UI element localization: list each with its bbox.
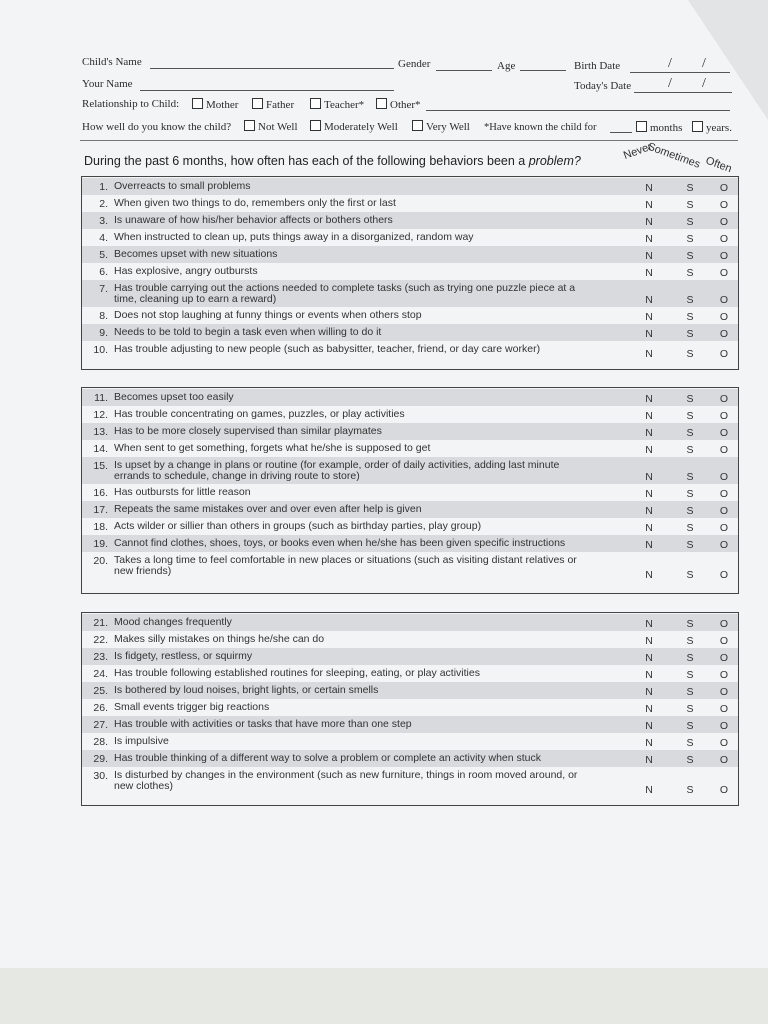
item-text: Has trouble with activities or tasks that have more than one step (114, 718, 412, 730)
response-often-option[interactable]: O (719, 539, 729, 551)
checkbox-icon[interactable] (692, 121, 703, 132)
response-often-option[interactable]: O (719, 522, 729, 534)
father-label: Father (266, 99, 295, 111)
date-slash: / (702, 76, 706, 91)
item-number: 1. (99, 181, 108, 193)
item-row (82, 457, 738, 484)
item-number: 25. (93, 685, 108, 697)
item-number: 9. (99, 327, 108, 339)
item-number: 28. (93, 736, 108, 748)
response-never-option[interactable]: N (645, 294, 653, 306)
item-number: 7. (99, 283, 108, 295)
item-text: Has trouble thinking of a different way to solve a problem or complete an activity when stuck (114, 752, 542, 764)
response-sometimes-option[interactable]: S (686, 618, 694, 630)
relationship-father-option[interactable] (252, 98, 294, 111)
item-text: Is unaware of how his/her behavior affects or bothers others (114, 214, 393, 226)
item-row (82, 423, 738, 440)
item-row (82, 614, 738, 631)
response-never-option[interactable]: N (645, 393, 653, 405)
date-slash: / (702, 56, 706, 71)
response-sometimes-option[interactable]: S (686, 199, 694, 211)
item-row (82, 406, 738, 423)
age-label: Age (497, 60, 516, 72)
relationship-mother-option[interactable] (192, 98, 238, 111)
response-never-option[interactable]: N (645, 311, 653, 323)
item-number: 14. (93, 443, 108, 455)
response-often-option[interactable]: O (719, 444, 729, 456)
response-sometimes-option[interactable]: S (686, 233, 694, 245)
item-text: Small events trigger big reactions (114, 701, 270, 713)
response-often-option[interactable]: O (719, 216, 729, 228)
checkbox-icon[interactable] (412, 120, 423, 131)
item-number: 20. (93, 555, 108, 567)
response-never-option[interactable]: N (645, 328, 653, 340)
years-option[interactable] (692, 121, 732, 134)
response-sometimes-option[interactable]: S (686, 539, 694, 551)
response-never-option[interactable]: N (645, 720, 653, 732)
date-slash: / (668, 56, 672, 71)
response-sometimes-option[interactable]: S (686, 635, 694, 647)
response-never-option[interactable]: N (645, 250, 653, 262)
other-label: Other* (390, 99, 421, 111)
response-often-option[interactable]: O (719, 737, 729, 749)
item-row (82, 324, 738, 341)
teacher-label: Teacher* (324, 99, 365, 111)
checkbox-icon[interactable] (636, 121, 647, 132)
response-often-option[interactable]: O (719, 294, 729, 306)
response-never-option[interactable]: N (645, 618, 653, 630)
items-section-2 (81, 387, 739, 594)
item-number: 10. (93, 344, 108, 356)
response-never-option[interactable]: N (645, 505, 653, 517)
response-sometimes-option[interactable]: S (686, 754, 694, 766)
item-text: When instructed to clean up, puts things away in a disorganized, random way (114, 231, 474, 243)
other-field[interactable] (426, 110, 730, 111)
response-often-option[interactable]: O (719, 635, 729, 647)
childs-name-label: Child's Name (82, 56, 142, 68)
response-often-option[interactable]: O (719, 267, 729, 279)
moderately-well-label: Moderately Well (324, 121, 398, 133)
item-text: Is bothered by loud noises, bright lights, or certain smells (114, 684, 379, 696)
response-often-option[interactable]: O (719, 652, 729, 664)
items-section-3 (81, 612, 739, 806)
response-sometimes-option[interactable]: S (686, 686, 694, 698)
item-row (82, 733, 738, 750)
item-row (82, 552, 738, 582)
response-never-option[interactable]: N (645, 488, 653, 500)
item-text: Has trouble concentrating on games, puzzles, or play activities (114, 408, 405, 420)
response-sometimes-option[interactable]: S (686, 444, 694, 456)
response-often-option[interactable]: O (719, 250, 729, 262)
response-never-option[interactable]: N (645, 471, 653, 483)
response-sometimes-option[interactable]: S (686, 393, 694, 405)
response-often-option[interactable]: O (719, 427, 729, 439)
item-text: Is upset by a change in plans or routine (for example, order of daily activities, adding last minute errands to schedule, change in driving route to store) (114, 459, 560, 482)
response-sometimes-option[interactable]: S (686, 328, 694, 340)
response-sometimes-option[interactable]: S (686, 720, 694, 732)
item-row (82, 195, 738, 212)
item-text: Is disturbed by changes in the environment (such as new furniture, things in room moved around, or new clothes) (114, 769, 578, 792)
known-for-field[interactable] (610, 132, 632, 133)
response-often-option[interactable]: O (719, 686, 729, 698)
response-often-option[interactable]: O (719, 348, 729, 360)
response-often-option[interactable]: O (719, 669, 729, 681)
item-number: 12. (93, 409, 108, 421)
response-often-option[interactable]: O (719, 199, 729, 211)
item-number: 26. (93, 702, 108, 714)
months-label: months (650, 122, 683, 134)
relationship-teacher-option[interactable] (310, 98, 364, 111)
response-sometimes-option[interactable]: S (686, 267, 694, 279)
item-text: Has trouble carrying out the actions needed to complete tasks (such as trying one puzzle piece at a time, cleaning up to earn a reward) (114, 282, 576, 305)
scanner-bed (0, 968, 768, 1024)
response-sometimes-option[interactable]: S (686, 294, 694, 306)
item-row (82, 484, 738, 501)
item-row (82, 767, 738, 797)
item-row (82, 518, 738, 535)
response-never-option[interactable]: N (645, 737, 653, 749)
response-often-option[interactable]: O (719, 569, 729, 581)
response-sometimes-option[interactable]: S (686, 703, 694, 715)
item-text: Has trouble adjusting to new people (such as babysitter, teacher, friend, or day care worker) (114, 343, 541, 355)
response-often-option[interactable]: O (719, 505, 729, 517)
response-often-option[interactable]: O (719, 410, 729, 422)
item-text: Has trouble following established routines for sleeping, eating, or play activities (114, 667, 480, 679)
your-name-field[interactable] (140, 90, 394, 91)
response-never-option[interactable]: N (645, 669, 653, 681)
item-number: 13. (93, 426, 108, 438)
gender-field[interactable] (436, 70, 492, 71)
todays-date-label: Today's Date (574, 80, 632, 92)
not-well-label: Not Well (258, 121, 298, 133)
question-emphasis: problem? (528, 154, 581, 168)
item-text: When given two things to do, remembers only the first or last (114, 197, 396, 209)
age-field[interactable] (520, 70, 566, 71)
checkbox-icon[interactable] (310, 120, 321, 131)
item-row (82, 341, 738, 361)
response-sometimes-option[interactable]: S (686, 250, 694, 262)
item-number: 30. (93, 770, 108, 782)
response-often-option[interactable]: O (719, 233, 729, 245)
item-text: Becomes upset with new situations (114, 248, 278, 260)
response-often-option[interactable]: O (719, 618, 729, 630)
checkbox-icon[interactable] (192, 98, 203, 109)
response-often-option[interactable]: O (719, 182, 729, 194)
know-not-well-option[interactable] (244, 120, 298, 133)
response-never-option[interactable]: N (645, 182, 653, 194)
item-number: 6. (99, 266, 108, 278)
item-row (82, 280, 738, 307)
item-text: Has outbursts for little reason (114, 486, 251, 498)
know-very-well-option[interactable] (412, 120, 470, 133)
years-label: years. (706, 122, 732, 134)
item-text: Is fidgety, restless, or squirmy (114, 650, 253, 662)
checkbox-icon[interactable] (376, 98, 387, 109)
item-row (82, 648, 738, 665)
checkbox-icon[interactable] (244, 120, 255, 131)
response-often-option[interactable]: O (719, 471, 729, 483)
item-text: Makes silly mistakes on things he/she can do (114, 633, 325, 645)
item-text: Has explosive, angry outbursts (114, 265, 258, 277)
item-text: Repeats the same mistakes over and over even after help is given (114, 503, 422, 515)
item-row (82, 212, 738, 229)
response-often-option[interactable]: O (719, 393, 729, 405)
item-row (82, 682, 738, 699)
item-text: Takes a long time to feel comfortable in new places or situations (such as visiting distant relatives or new friends) (114, 554, 577, 577)
response-sometimes-option[interactable]: S (686, 569, 694, 581)
item-row (82, 699, 738, 716)
known-for-label: *Have known the child for (484, 122, 597, 133)
item-text: Cannot find clothes, shoes, toys, or books even when he/she has been given specific instructions (114, 537, 566, 549)
response-sometimes-option[interactable]: S (686, 427, 694, 439)
checkbox-icon[interactable] (310, 98, 321, 109)
response-never-option[interactable]: N (645, 216, 653, 228)
response-often-option[interactable]: O (719, 784, 729, 796)
item-row (82, 750, 738, 767)
item-row (82, 631, 738, 648)
item-number: 27. (93, 719, 108, 731)
question-text: During the past 6 months, how often has each of the following behaviors been a (84, 154, 529, 168)
response-sometimes-option[interactable]: S (686, 216, 694, 228)
item-row (82, 440, 738, 457)
mother-label: Mother (206, 99, 239, 111)
response-sometimes-option[interactable]: S (686, 182, 694, 194)
response-never-option[interactable]: N (645, 652, 653, 664)
item-text: Has to be more closely supervised than similar playmates (114, 425, 382, 437)
relationship-label: Relationship to Child: (82, 98, 180, 110)
response-often-option[interactable]: O (719, 328, 729, 340)
response-never-option[interactable]: N (645, 267, 653, 279)
item-row (82, 229, 738, 246)
response-never-option[interactable]: N (645, 784, 653, 796)
response-never-option[interactable]: N (645, 199, 653, 211)
know-child-label: How well do you know the child? (82, 121, 232, 133)
item-row (82, 389, 738, 406)
response-often-option[interactable]: O (719, 488, 729, 500)
item-row (82, 665, 738, 682)
item-text: Needs to be told to begin a task even when willing to do it (114, 326, 382, 338)
gender-label: Gender (398, 58, 431, 70)
column-often-label: Often (704, 154, 734, 176)
item-number: 11. (94, 392, 108, 404)
item-number: 21. (93, 617, 108, 629)
response-never-option[interactable]: N (645, 703, 653, 715)
your-name-label: Your Name (82, 78, 133, 90)
question-heading (84, 154, 581, 168)
column-sometimes-label: Sometimes (646, 140, 702, 171)
response-sometimes-option[interactable]: S (686, 522, 694, 534)
response-never-option[interactable]: N (645, 569, 653, 581)
item-number: 3. (99, 215, 108, 227)
very-well-label: Very Well (426, 121, 470, 133)
item-row (82, 263, 738, 280)
response-sometimes-option[interactable]: S (686, 410, 694, 422)
response-never-option[interactable]: N (645, 635, 653, 647)
todays-date-field[interactable] (634, 92, 732, 93)
response-never-option[interactable]: N (645, 754, 653, 766)
item-text: When sent to get something, forgets what he/she is supposed to get (114, 442, 431, 454)
item-text: Acts wilder or sillier than others in groups (such as birthday parties, play group) (114, 520, 482, 532)
response-never-option[interactable]: N (645, 427, 653, 439)
item-text: Does not stop laughing at funny things or events when others stop (114, 309, 422, 321)
item-row (82, 307, 738, 324)
item-text: Overreacts to small problems (114, 180, 251, 192)
item-text: Becomes upset too easily (114, 391, 234, 403)
response-never-option[interactable]: N (645, 233, 653, 245)
response-often-option[interactable]: O (719, 754, 729, 766)
item-number: 4. (99, 232, 108, 244)
item-number: 23. (93, 651, 108, 663)
item-number: 19. (93, 538, 108, 550)
response-never-option[interactable]: N (645, 522, 653, 534)
item-text: Is impulsive (114, 735, 169, 747)
item-row (82, 501, 738, 518)
items-section-1 (81, 176, 739, 370)
response-sometimes-option[interactable]: S (686, 348, 694, 360)
response-never-option[interactable]: N (645, 539, 653, 551)
response-sometimes-option[interactable]: S (686, 652, 694, 664)
response-sometimes-option[interactable]: S (686, 784, 694, 796)
response-sometimes-option[interactable]: S (686, 311, 694, 323)
item-row (82, 178, 738, 195)
item-number: 2. (99, 198, 108, 210)
item-number: 22. (93, 634, 108, 646)
response-sometimes-option[interactable]: S (686, 669, 694, 681)
item-number: 5. (99, 249, 108, 261)
item-row (82, 246, 738, 263)
childs-name-field[interactable] (150, 68, 394, 69)
item-text: Mood changes frequently (114, 616, 232, 628)
response-often-option[interactable]: O (719, 720, 729, 732)
response-sometimes-option[interactable]: S (686, 488, 694, 500)
know-moderately-option[interactable] (310, 120, 398, 133)
item-number: 18. (93, 521, 108, 533)
item-number: 15. (93, 460, 108, 472)
checkbox-icon[interactable] (252, 98, 263, 109)
months-option[interactable] (636, 121, 682, 134)
item-number: 24. (93, 668, 108, 680)
response-never-option[interactable]: N (645, 444, 653, 456)
response-often-option[interactable]: O (719, 703, 729, 715)
column-never-label: Never (621, 140, 654, 162)
item-number: 16. (93, 487, 108, 499)
birth-date-field[interactable] (630, 72, 730, 73)
response-never-option[interactable]: N (645, 410, 653, 422)
date-slash: / (668, 76, 672, 91)
response-sometimes-option[interactable]: S (686, 471, 694, 483)
relationship-other-option[interactable] (376, 98, 421, 111)
item-number: 8. (99, 310, 108, 322)
item-number: 17. (93, 504, 108, 516)
response-often-option[interactable]: O (719, 311, 729, 323)
item-number: 29. (93, 753, 108, 765)
response-sometimes-option[interactable]: S (686, 505, 694, 517)
item-row (82, 716, 738, 733)
header-divider (80, 140, 738, 141)
response-never-option[interactable]: N (645, 348, 653, 360)
response-never-option[interactable]: N (645, 686, 653, 698)
response-sometimes-option[interactable]: S (686, 737, 694, 749)
item-row (82, 535, 738, 552)
birth-date-label: Birth Date (574, 60, 621, 72)
